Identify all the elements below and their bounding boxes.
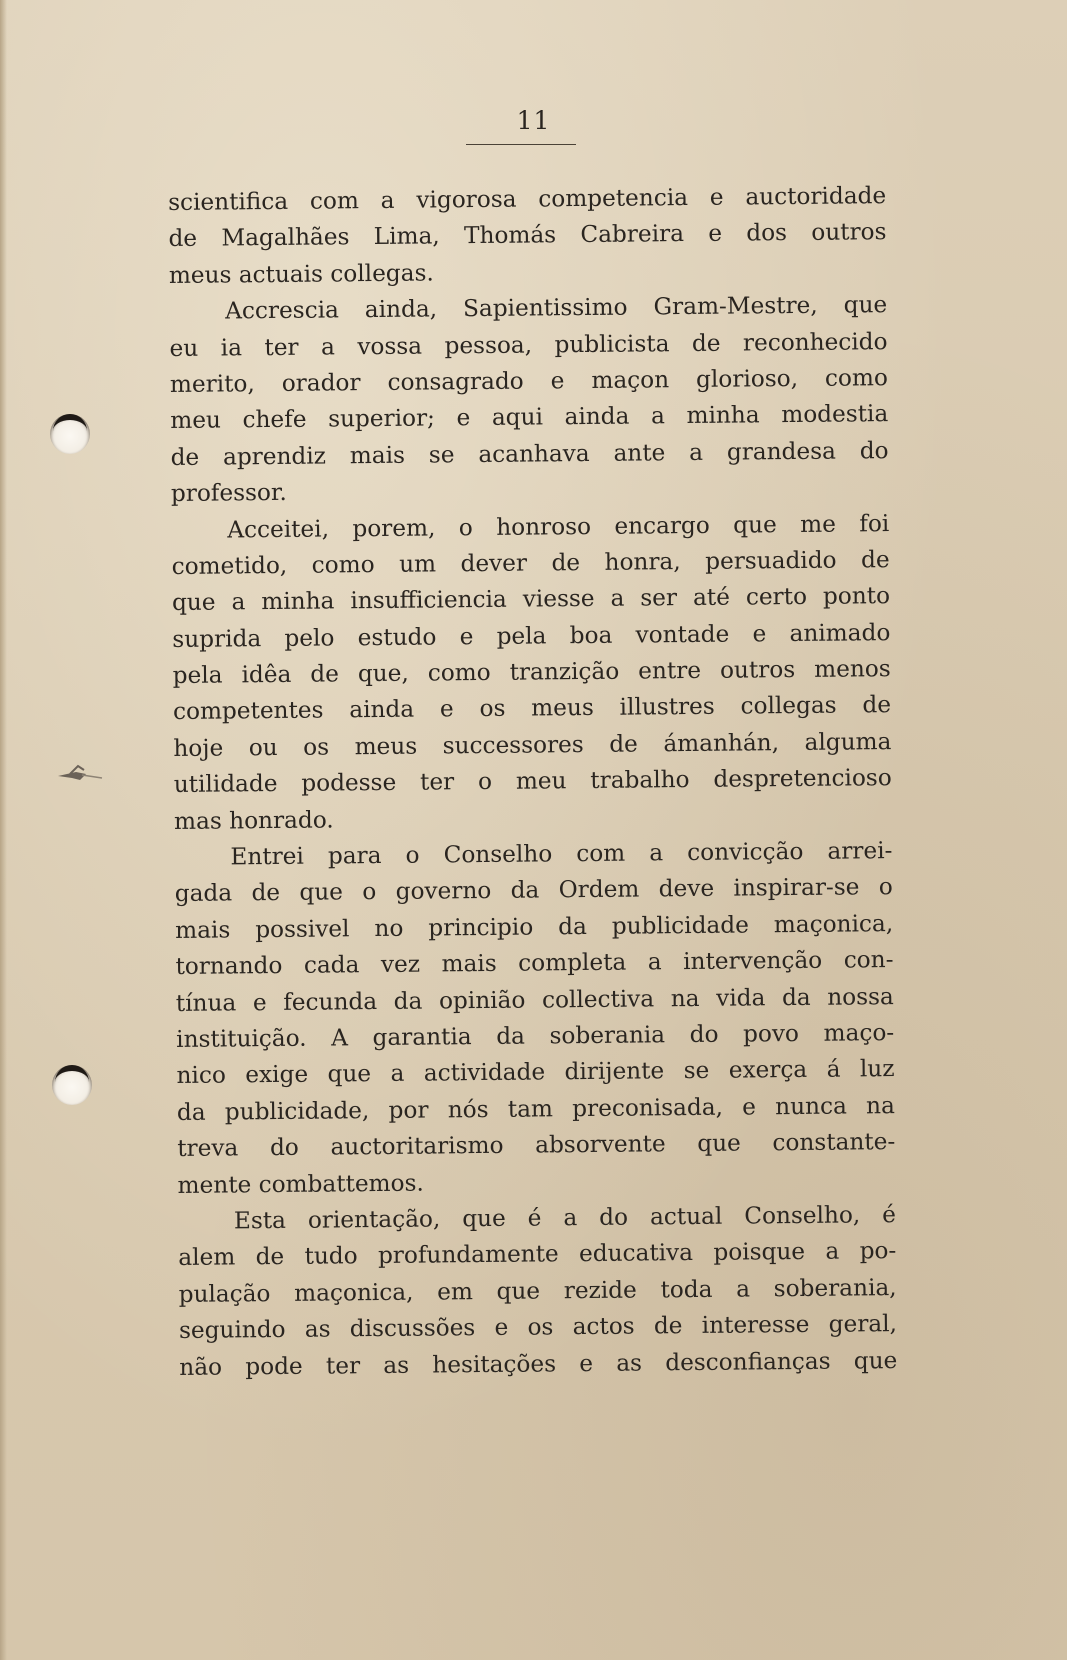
text-line: pela idêa de que, como tranzição entre outros menos <box>172 655 891 690</box>
text-line: alem de tudo profundamente educativa poisque a po- <box>178 1237 897 1272</box>
text-line: scientifica com a vigorosa competencia e auctoridade <box>168 182 887 216</box>
text-line: Entrei para o Conselho com a convicção arrei- <box>230 837 893 871</box>
text-line: meus actuais collegas. <box>168 259 434 289</box>
text-line: tínua e fecunda da opinião collectiva na vida da nossa <box>175 982 894 1017</box>
text-line: que a minha insufficiencia viesse a ser até certo ponto <box>171 582 891 617</box>
text-line: eu ia ter a vossa pessoa, publicista de reconhecido <box>169 327 888 362</box>
text-line: Esta orientação, que é a do actual Conselho, é <box>233 1200 897 1235</box>
text-line: hoje ou os meus successores de ámanhán, alguma <box>173 727 892 762</box>
text-line: instituição. A garantia da soberania do povo maço- <box>176 1019 895 1053</box>
text-line: Accrescia ainda, Sapientissimo Gram-Mestre, que <box>225 291 888 325</box>
text-line: utilidade podesse ter o meu trabalho despretencioso <box>173 764 892 799</box>
punch-hole-top <box>50 414 90 454</box>
page-edge <box>0 0 7 1660</box>
text-line: de Magalhães Lima, Thomás Cabreira e dos outros <box>168 218 887 253</box>
text-line: da publicidade, por nós tam preconisada, e nunca na <box>176 1091 895 1126</box>
text-line: professor. <box>170 478 287 508</box>
text-line: merito, orador consagrado e maçon glorioso, como <box>169 364 889 398</box>
text-line: tornando cada vez mais completa a intervenção con- <box>175 946 894 981</box>
text-line: pulação maçonica, em que rezide toda a soberania, <box>178 1273 897 1308</box>
text-line: nico exige que a actividade dirijente se exerça á luz <box>176 1055 895 1090</box>
text-line: cometido, como um dever de honra, persuadido de <box>171 545 890 580</box>
text-line: de aprendiz mais se acanhava ante a grandesa do <box>170 436 889 471</box>
text-line: Acceitei, porem, o honroso encargo que me foi <box>227 509 890 543</box>
text-line: mas honrado. <box>173 806 334 835</box>
body-text <box>168 178 897 1386</box>
margin-mark-icon <box>56 762 108 786</box>
page-number: 11 <box>516 106 551 135</box>
text-line: meu chefe superior; e aqui ainda a minha modestia <box>170 400 889 435</box>
text-line: mais possivel no principio da publicidade maçonica, <box>175 909 894 944</box>
text-line: não pode ter as hesitações e as desconfianças que <box>179 1346 898 1381</box>
text-line: competentes ainda e os meus illustres collegas de <box>172 691 892 726</box>
punch-hole-bottom <box>52 1065 92 1105</box>
text-line: mente combattemos. <box>177 1169 424 1199</box>
page-number-rule <box>466 144 576 145</box>
text-line: seguindo as discussões e os actos de interesse geral, <box>178 1310 898 1345</box>
text-line: suprida pelo estudo e pela boa vontade e animado <box>172 618 891 653</box>
text-line: gada de que o governo da Ordem deve inspirar-se o <box>174 873 893 908</box>
text-line: treva do auctoritarismo absorvente que constante- <box>177 1128 896 1163</box>
